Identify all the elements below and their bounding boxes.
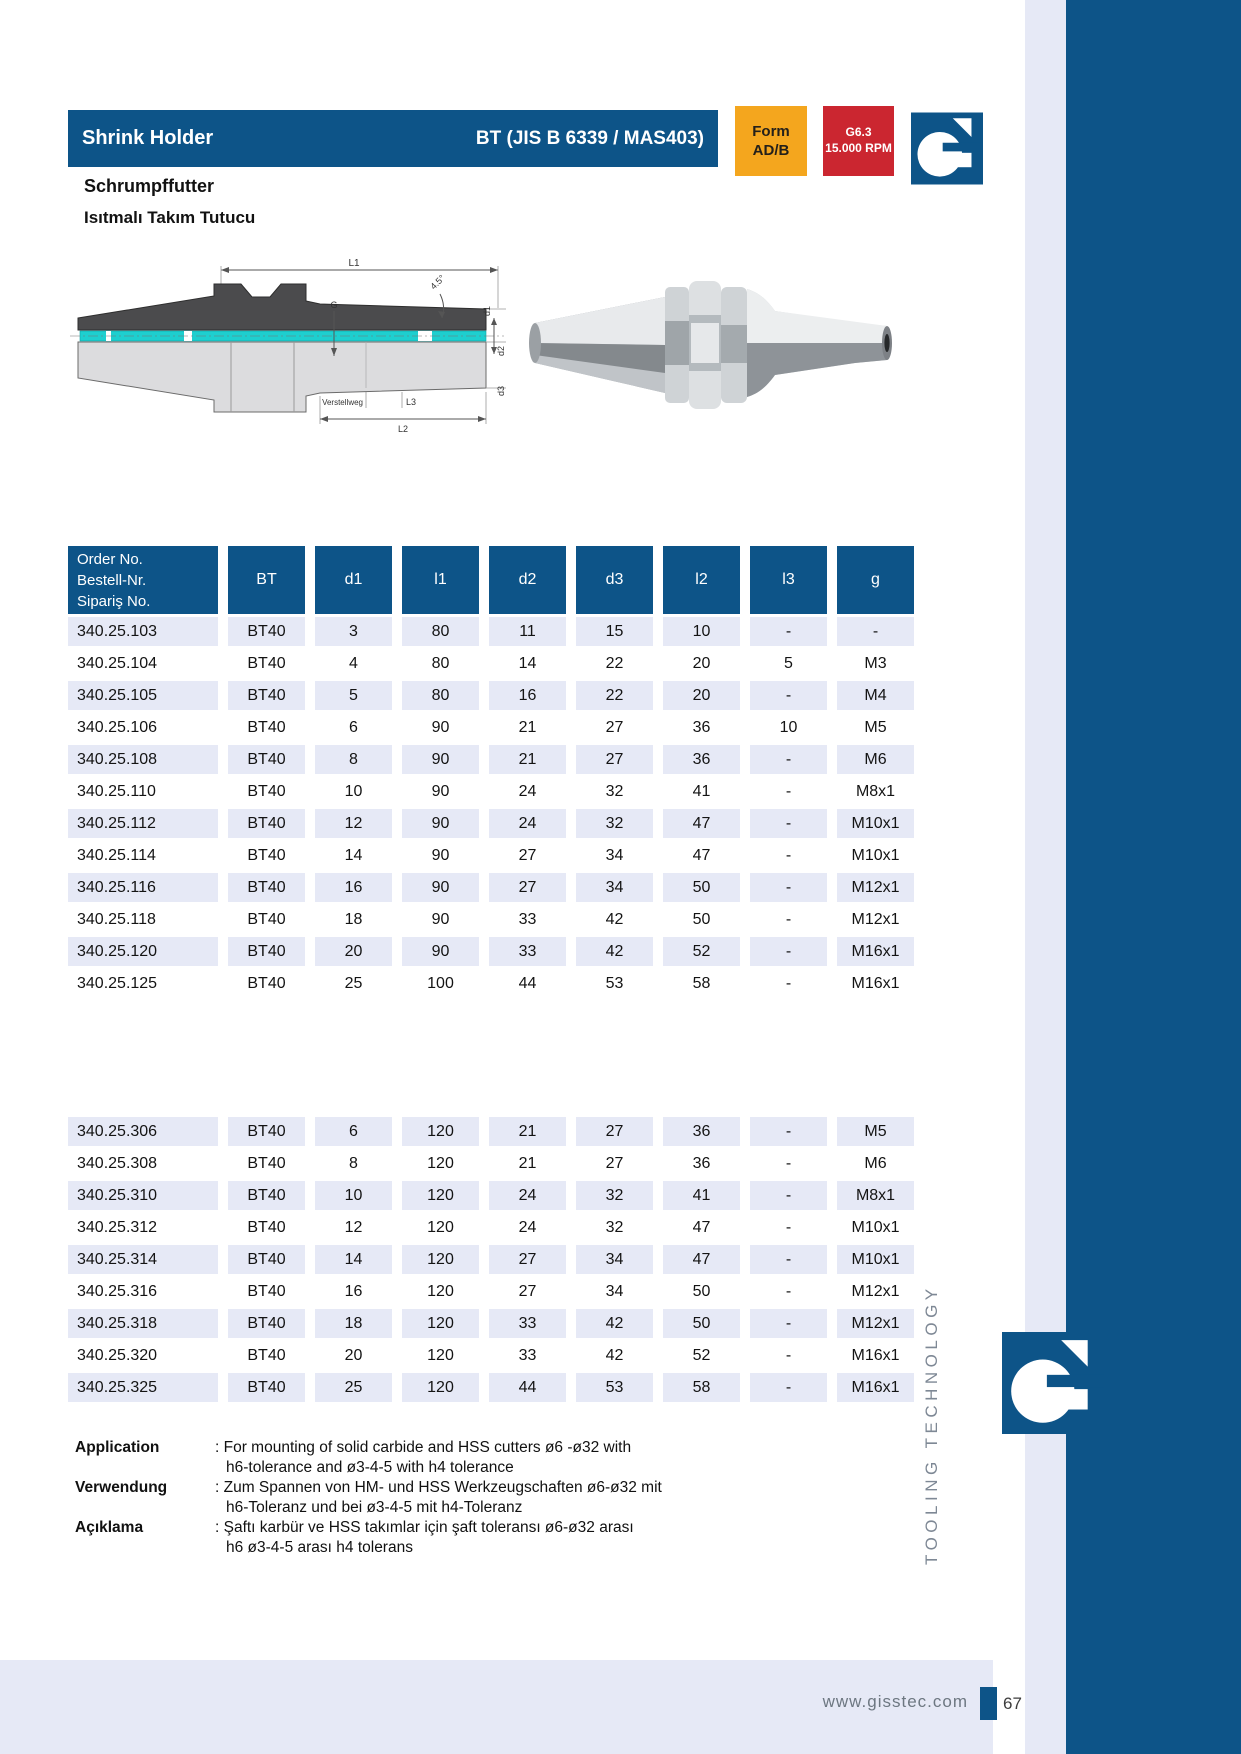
dim-l1-label: L1 <box>348 258 360 269</box>
application-item-de <box>75 1478 735 1518</box>
footer-band <box>0 1660 993 1754</box>
dimension-cell: 27 <box>518 1282 537 1300</box>
dimension-cell: 20 <box>663 681 740 710</box>
table-row <box>68 1373 920 1402</box>
form-badge-line2: AD/B <box>752 142 790 159</box>
dimension-cell: - <box>750 1117 827 1146</box>
gisstec-logo-icon <box>1002 1332 1104 1434</box>
table-row <box>68 1245 920 1274</box>
dimension-cell: - <box>785 974 792 992</box>
dimension-cell: - <box>785 782 792 800</box>
table-row <box>68 1181 920 1210</box>
dimension-cell: - <box>785 1282 792 1300</box>
dimension-cell: 90 <box>402 745 479 774</box>
dimension-cell: 90 <box>431 846 450 864</box>
dimension-cell: BT40 <box>228 1373 305 1402</box>
order-number-cell: 340.25.103 <box>68 617 218 646</box>
dimension-cell: M16x1 <box>837 1373 914 1402</box>
dimension-cell: 8 <box>315 745 392 774</box>
dimension-cell: 27 <box>576 1117 653 1146</box>
dimension-cell: - <box>750 681 827 710</box>
dimension-cell: 33 <box>489 1309 566 1338</box>
form-badge-line1: Form <box>752 122 790 140</box>
dimension-cell: 16 <box>344 1282 363 1300</box>
dimension-cell: 120 <box>427 1346 454 1364</box>
dimension-cell: 120 <box>402 1117 479 1146</box>
dimension-cell: 90 <box>402 873 479 902</box>
table-row <box>68 1213 920 1242</box>
dimension-cell: 80 <box>402 681 479 710</box>
dimension-cell: 27 <box>489 873 566 902</box>
application-text-line2: h6 ø3-4-5 arası h4 tolerans <box>226 1539 413 1556</box>
dimension-cell: 8 <box>349 1154 358 1172</box>
dimension-cell: 36 <box>692 1154 711 1172</box>
col-header-d1: d1 <box>315 546 392 614</box>
order-number-cell: 340.25.314 <box>68 1245 218 1274</box>
dimension-cell: 5 <box>315 681 392 710</box>
dimension-cell: M6 <box>837 745 914 774</box>
dimension-cell: 53 <box>605 974 624 992</box>
dim-d3-label: d3 <box>496 385 506 396</box>
application-text <box>215 1438 631 1478</box>
dimension-cell: 18 <box>344 910 363 928</box>
dimension-cell: - <box>785 1346 792 1364</box>
dimension-cell: 47 <box>663 809 740 838</box>
table-header-row <box>68 546 920 614</box>
dimension-cell: - <box>785 910 792 928</box>
dimension-cell: M16x1 <box>837 937 914 966</box>
application-notes <box>75 1438 735 1558</box>
order-number-cell: 340.25.108 <box>68 745 218 774</box>
dimension-cell: 80 <box>431 654 450 672</box>
dimension-cell: 10 <box>663 617 740 646</box>
order-number-cell: 340.25.104 <box>77 654 158 672</box>
page-number-marker <box>980 1687 997 1720</box>
dimension-cell: 120 <box>402 1181 479 1210</box>
dimension-cell: BT40 <box>247 782 286 800</box>
dimension-cell: 3 <box>315 617 392 646</box>
dimension-cell: 5 <box>784 654 793 672</box>
dimension-cell: 14 <box>315 1245 392 1274</box>
order-number-cell: 340.25.125 <box>77 974 158 992</box>
dimension-cell: 6 <box>315 1117 392 1146</box>
balance-rpm-line2: 15.000 RPM <box>825 141 892 155</box>
dimension-cell: 27 <box>576 745 653 774</box>
dimension-cell: 4 <box>349 654 358 672</box>
dimension-cell: 27 <box>605 718 624 736</box>
product-title-german: Schrumpffutter <box>84 176 214 196</box>
technical-drawing <box>66 256 508 438</box>
dimension-cell: 41 <box>692 782 711 800</box>
dimension-cell: BT40 <box>228 873 305 902</box>
dimension-cell: 33 <box>518 1346 537 1364</box>
table-row <box>68 969 920 998</box>
dimension-cell: 34 <box>576 873 653 902</box>
dim-d1-label: d1 <box>482 305 492 316</box>
dimension-cell: - <box>750 937 827 966</box>
standard-designation: BT (JIS B 6339 / MAS403) <box>475 127 704 149</box>
dimension-cell: 120 <box>427 1154 454 1172</box>
dimension-cell: 10 <box>344 782 363 800</box>
dimension-cell: 58 <box>663 1373 740 1402</box>
order-number-cell: 340.25.320 <box>77 1346 158 1364</box>
dimension-cell: 50 <box>663 1309 740 1338</box>
dimension-cell: M16x1 <box>851 1346 900 1364</box>
dimension-cell: - <box>750 1309 827 1338</box>
dimension-cell: 42 <box>605 910 624 928</box>
application-label: Verwendung <box>75 1479 168 1496</box>
application-label: Açıklama <box>75 1519 144 1536</box>
col-header-d3: d3 <box>576 546 653 614</box>
dimension-cell: BT40 <box>228 1117 305 1146</box>
form-badge <box>735 106 807 176</box>
dimension-cell: 80 <box>402 617 479 646</box>
dimension-cell: BT40 <box>228 1181 305 1210</box>
dimension-cell: M10x1 <box>851 846 900 864</box>
dimension-cell: 120 <box>427 1282 454 1300</box>
dimension-cell: 6 <box>349 718 358 736</box>
dimension-cell: BT40 <box>228 809 305 838</box>
dimension-cell: M10x1 <box>837 1245 914 1274</box>
dimension-cell: BT40 <box>247 910 286 928</box>
dimension-cell: M12x1 <box>837 873 914 902</box>
dimension-cell: M5 <box>864 718 887 736</box>
dimension-cell: 32 <box>605 782 624 800</box>
brand-sidebar <box>1066 0 1241 1754</box>
dimension-cell: - <box>750 1245 827 1274</box>
dimension-cell: 14 <box>344 846 363 864</box>
dimension-cell: BT40 <box>247 846 286 864</box>
dimension-cell: 33 <box>489 937 566 966</box>
table-row <box>68 1341 920 1370</box>
table-row <box>68 1309 920 1338</box>
dimension-cell: 50 <box>692 910 711 928</box>
dimension-cell: BT40 <box>228 617 305 646</box>
table-row <box>68 1117 920 1146</box>
dimension-cell: 27 <box>605 1154 624 1172</box>
dimension-cell: BT40 <box>247 654 286 672</box>
dimension-cell: 41 <box>663 1181 740 1210</box>
dimension-cell: - <box>750 1373 827 1402</box>
dimension-cell: M3 <box>864 654 887 672</box>
dimension-cell: 90 <box>402 809 479 838</box>
order-number-cell: 340.25.312 <box>77 1218 158 1236</box>
dimension-cell: M5 <box>837 1117 914 1146</box>
dimension-cell: 22 <box>605 654 624 672</box>
order-number-cell: 340.25.308 <box>77 1154 158 1172</box>
dimension-cell: 90 <box>431 910 450 928</box>
dimension-cell: BT40 <box>247 1282 286 1300</box>
table-row <box>68 841 920 870</box>
table-row <box>68 617 920 646</box>
table-row <box>68 937 920 966</box>
dim-d2-label: d2 <box>496 345 506 356</box>
dimension-cell: 52 <box>663 937 740 966</box>
order-no-header <box>68 546 218 614</box>
dimension-cell: BT40 <box>247 1154 286 1172</box>
dimension-cell: 24 <box>489 1181 566 1210</box>
website-link[interactable]: www.gisstec.com <box>822 1692 968 1711</box>
order-number-cell: 340.25.116 <box>68 873 218 902</box>
balance-grade-line1: G6.3 <box>845 125 872 140</box>
dimension-cell: 90 <box>402 937 479 966</box>
dimension-cell: M8x1 <box>855 782 896 800</box>
order-number-cell: 340.25.106 <box>77 718 158 736</box>
dimension-cell: 90 <box>431 782 450 800</box>
dimension-cell: 44 <box>518 974 537 992</box>
dimension-cell: 32 <box>605 1218 624 1236</box>
dimension-cell: 44 <box>489 1373 566 1402</box>
application-text <box>215 1478 662 1518</box>
dimension-cell: 34 <box>576 1245 653 1274</box>
dimension-cell: 27 <box>518 846 537 864</box>
application-text-line2: h6-tolerance and ø3-4-5 with h4 tolerance <box>226 1459 514 1476</box>
dimension-cell: M4 <box>837 681 914 710</box>
dimension-cell: 20 <box>315 937 392 966</box>
dimension-cell: 22 <box>576 681 653 710</box>
dimension-cell: BT40 <box>247 718 286 736</box>
order-number-cell: 340.25.105 <box>68 681 218 710</box>
dimension-cell: 16 <box>315 873 392 902</box>
dimension-cell: 16 <box>489 681 566 710</box>
order-no-header-tr: Sipariş No. <box>77 592 151 610</box>
table-row <box>68 681 920 710</box>
application-text-line1: : For mounting of solid carbide and HSS cutters ø6 -ø32 with <box>215 1439 632 1456</box>
dimension-cell: M6 <box>864 1154 887 1172</box>
dimension-cell: 50 <box>692 1282 711 1300</box>
dimension-cell: M8x1 <box>837 1181 914 1210</box>
table-row <box>68 745 920 774</box>
product-photo <box>515 263 895 439</box>
dimension-cell: 15 <box>576 617 653 646</box>
table-section-1 <box>68 617 920 998</box>
dimension-cell: 120 <box>402 1245 479 1274</box>
dim-verstellweg-label: Verstellweg <box>322 398 363 407</box>
dimension-cell: - <box>750 873 827 902</box>
dimension-cell: 34 <box>605 846 624 864</box>
dimension-cell: M12x1 <box>851 1282 900 1300</box>
dimension-cell: 21 <box>489 1117 566 1146</box>
order-number-cell: 340.25.114 <box>77 846 156 864</box>
order-no-header-de: Bestell-Nr. <box>77 571 147 589</box>
dimension-cell: - <box>785 846 792 864</box>
dimension-cell: - <box>785 1154 792 1172</box>
dimension-cell: BT40 <box>228 1245 305 1274</box>
dimension-cell: M10x1 <box>837 809 914 838</box>
order-number-cell: 340.25.118 <box>77 910 156 928</box>
order-no-header-en: Order No. <box>77 550 143 568</box>
application-item-en <box>75 1438 735 1478</box>
dimension-cell: 25 <box>315 1373 392 1402</box>
gisstec-logo-icon <box>911 112 983 185</box>
dimension-cell: 58 <box>692 974 711 992</box>
dimension-cell: 10 <box>315 1181 392 1210</box>
table-row <box>68 873 920 902</box>
dimension-cell: BT40 <box>228 937 305 966</box>
side-accent-stripe <box>1025 0 1066 1754</box>
order-number-cell: 340.25.306 <box>68 1117 218 1146</box>
product-title: Shrink Holder <box>82 127 214 149</box>
dimension-cell: - <box>750 809 827 838</box>
dimension-cell: 20 <box>692 654 711 672</box>
application-text <box>215 1518 634 1558</box>
dimension-cell: 42 <box>576 937 653 966</box>
dimension-table <box>68 546 920 1402</box>
dimension-cell: - <box>837 617 914 646</box>
dimension-cell: M12x1 <box>837 1309 914 1338</box>
dim-l2-label: L2 <box>397 424 409 434</box>
col-header-d2: d2 <box>489 546 566 614</box>
dimension-cell: 36 <box>663 1117 740 1146</box>
dimension-cell: 24 <box>518 1218 537 1236</box>
dimension-cell: 27 <box>489 1245 566 1274</box>
dimension-cell: 14 <box>518 654 537 672</box>
table-section-2 <box>68 1117 920 1402</box>
dimension-cell: 100 <box>427 974 454 992</box>
product-title-turkish: Isıtmalı Takım Tutucu <box>84 208 256 227</box>
dimension-cell: - <box>750 745 827 774</box>
dimension-cell: 24 <box>518 782 537 800</box>
dimension-cell: 52 <box>692 1346 711 1364</box>
order-number-cell: 340.25.310 <box>68 1181 218 1210</box>
dimension-cell: 34 <box>605 1282 624 1300</box>
col-header-l2: l2 <box>663 546 740 614</box>
order-number-cell: 340.25.110 <box>77 782 156 800</box>
dimension-cell: 18 <box>315 1309 392 1338</box>
dimension-cell: 33 <box>518 910 537 928</box>
table-row <box>68 1277 920 1306</box>
col-header-l3: l3 <box>750 546 827 614</box>
application-label: Application <box>75 1439 160 1456</box>
dimension-cell: 90 <box>431 718 450 736</box>
table-row <box>68 809 920 838</box>
dimension-cell: M16x1 <box>851 974 900 992</box>
dimension-cell: 21 <box>518 718 537 736</box>
dimension-cell: 36 <box>692 718 711 736</box>
dimension-cell: 42 <box>576 1309 653 1338</box>
order-number-cell: 340.25.325 <box>68 1373 218 1402</box>
application-item-tr <box>75 1518 735 1558</box>
dimension-cell: BT40 <box>228 745 305 774</box>
table-row <box>68 777 920 806</box>
dimension-cell: BT40 <box>247 1346 286 1364</box>
page-number: 67 <box>1003 1694 1022 1713</box>
dimension-cell: M10x1 <box>851 1218 900 1236</box>
dimension-cell: BT40 <box>247 974 286 992</box>
col-header-bt: BT <box>228 546 305 614</box>
application-text-line2: h6-Toleranz und bei ø3-4-5 mit h4-Toleranz <box>226 1499 523 1516</box>
dimension-cell: 10 <box>779 718 798 736</box>
dimension-cell: BT40 <box>247 1218 286 1236</box>
dimension-cell: 50 <box>663 873 740 902</box>
col-header-l1: l1 <box>402 546 479 614</box>
application-text-line1: : Zum Spannen von HM- und HSS Werkzeugschaften ø6-ø32 mit <box>215 1479 662 1496</box>
dimension-cell: 24 <box>489 809 566 838</box>
dim-angle-label: 4.5° <box>428 272 447 292</box>
table-row <box>68 905 920 934</box>
dimension-cell: 12 <box>344 1218 363 1236</box>
order-number-cell: 340.25.120 <box>68 937 218 966</box>
dimension-cell: 32 <box>576 809 653 838</box>
dimension-cell: BT40 <box>228 1309 305 1338</box>
title-bar <box>68 110 718 167</box>
dim-l3-label: L3 <box>406 397 417 407</box>
dimension-cell: 11 <box>489 617 566 646</box>
dimension-cell: M12x1 <box>851 910 900 928</box>
table-row <box>68 1149 920 1178</box>
dimension-cell: 120 <box>402 1309 479 1338</box>
order-number-cell: 340.25.316 <box>77 1282 158 1300</box>
application-text-line1: : Şaftı karbür ve HSS takımlar için şaft toleransı ø6-ø32 arası <box>215 1519 634 1536</box>
dimension-cell: 36 <box>663 745 740 774</box>
order-number-cell: 340.25.112 <box>68 809 218 838</box>
dimension-cell: 120 <box>427 1218 454 1236</box>
dimension-cell: 47 <box>692 846 711 864</box>
dimension-cell: 25 <box>344 974 363 992</box>
dimension-cell: 120 <box>402 1373 479 1402</box>
dimension-cell: 21 <box>518 1154 537 1172</box>
dimension-cell: 42 <box>605 1346 624 1364</box>
dimension-cell: 20 <box>344 1346 363 1364</box>
dimension-cell: - <box>750 1181 827 1210</box>
dimension-cell: - <box>750 617 827 646</box>
balance-grade-badge <box>823 106 894 176</box>
dimension-cell: 53 <box>576 1373 653 1402</box>
order-number-cell: 340.25.318 <box>68 1309 218 1338</box>
col-header-g: g <box>837 546 914 614</box>
dimension-cell: 47 <box>692 1218 711 1236</box>
table-row <box>68 713 920 742</box>
dimension-cell: 47 <box>663 1245 740 1274</box>
dimension-cell: 21 <box>489 745 566 774</box>
tagline-vertical: TOOLING TECHNOLOGY <box>922 1284 941 1565</box>
dimension-cell: 12 <box>315 809 392 838</box>
dimension-cell: - <box>785 1218 792 1236</box>
table-row <box>68 649 920 678</box>
dim-g-label: G <box>330 300 338 310</box>
dimension-cell: 32 <box>576 1181 653 1210</box>
dimension-cell: BT40 <box>228 681 305 710</box>
